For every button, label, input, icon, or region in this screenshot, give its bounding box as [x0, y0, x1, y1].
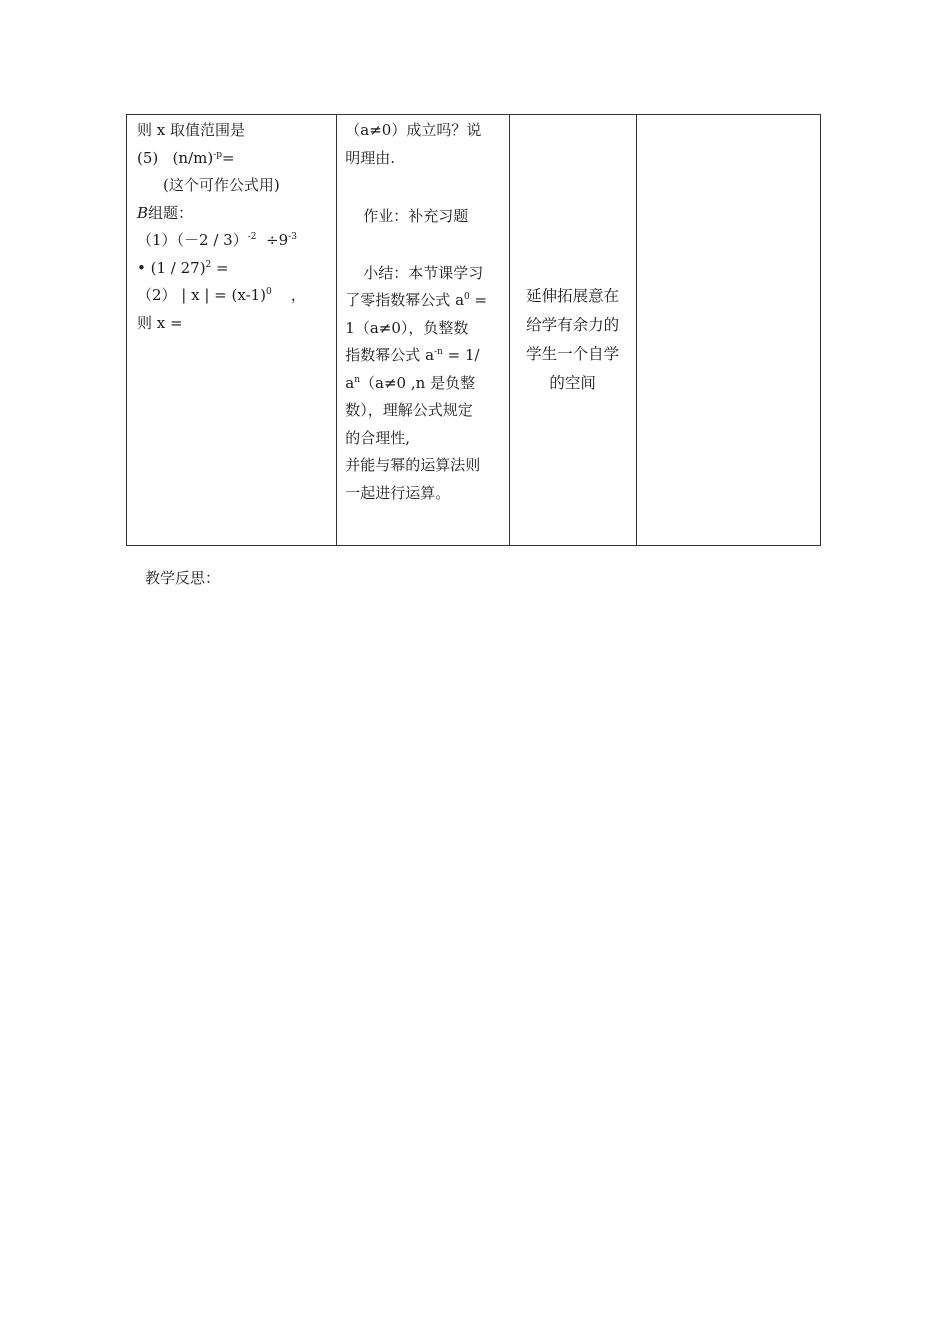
summary-text: 小结：本节课学习 [363, 263, 484, 282]
design-intent-text: 延伸拓展意在 [526, 287, 620, 305]
exercise-text: = [211, 258, 229, 277]
design-intent-text: 的空间 [549, 374, 596, 392]
exercise-text: = [222, 148, 235, 167]
summary-text: 指数幂公式 a [345, 346, 435, 364]
exponent: -n [434, 347, 443, 357]
exercise-cell [127, 115, 337, 546]
exponent: n [354, 374, 361, 385]
summary-line [345, 452, 502, 480]
summary-line [345, 260, 502, 288]
table-row [127, 115, 821, 546]
summary-line [345, 145, 502, 173]
exercise-line [137, 172, 332, 200]
design-intent-cell [509, 115, 636, 546]
exercise-text: (这个可作公式用) [163, 176, 280, 194]
exercise-text: (5) (n/m) [137, 148, 214, 167]
exponent: -2 [247, 232, 257, 242]
empty-cell [636, 115, 820, 546]
exercise-line [137, 310, 332, 338]
summary-text: 明理由. [345, 148, 396, 167]
exercise-text: ÷9 [256, 231, 289, 249]
homework-line [345, 203, 502, 231]
summary-line [345, 425, 502, 453]
exercise-line [137, 200, 332, 228]
exercise-text: 则 x = [137, 313, 183, 332]
group-letter: B [137, 203, 149, 222]
summary-text: = [469, 291, 488, 309]
exercise-text: （1）（－2 / 3） [137, 231, 248, 249]
teaching-reflection-label: 教学反思： [145, 569, 221, 587]
exercise-text: 则 x 取值范围是 [137, 121, 245, 139]
lesson-plan-table [126, 114, 821, 546]
exponent: -3 [288, 232, 297, 242]
exercise-text: • (1 / 27) [137, 258, 206, 277]
summary-line [345, 117, 502, 145]
summary-text: 并能与幂的运算法则 [345, 456, 481, 474]
exponent: 2 [205, 259, 212, 270]
summary-text: 1（a≠0），负整数 [345, 318, 469, 337]
exercise-text: ， [271, 286, 306, 304]
summary-text: a [345, 373, 355, 392]
summary-content [337, 115, 508, 507]
exercise-line [137, 117, 332, 145]
homework-text: 作业：补充习题 [363, 207, 469, 225]
summary-text: 数），理解公式规定 [345, 401, 473, 419]
exercise-line [137, 227, 332, 255]
summary-line [345, 370, 502, 398]
summary-cell [337, 115, 509, 546]
exercise-line [137, 282, 332, 310]
exercise-line [137, 255, 332, 283]
exercise-content [127, 115, 336, 337]
summary-line [345, 397, 502, 425]
summary-text: 一起进行运算。 [345, 483, 451, 502]
spacer [345, 231, 502, 260]
summary-text: （a≠0）成立吗？说 [345, 121, 482, 139]
summary-line [345, 315, 502, 343]
summary-line [345, 342, 502, 370]
exponent: -p [213, 149, 223, 160]
exponent: 0 [266, 287, 272, 297]
design-intent-text: 学生一个自学 [526, 345, 620, 363]
summary-line [345, 287, 502, 315]
summary-line [345, 480, 502, 508]
exponent: 0 [464, 292, 470, 302]
design-intent-content [510, 282, 636, 398]
summary-text: 的合理性, [345, 428, 411, 447]
exercise-line [137, 145, 332, 173]
exercise-text: 组题： [148, 203, 194, 222]
summary-text: = 1/ [442, 346, 480, 364]
design-intent-text: 给学有余力的 [526, 316, 620, 334]
summary-text: （a≠0 ,n 是负整 [360, 373, 476, 392]
exercise-text: （2） | x | = (x-1) [137, 286, 267, 304]
spacer [345, 172, 502, 203]
summary-text: 了零指数幂公式 a [345, 291, 465, 309]
